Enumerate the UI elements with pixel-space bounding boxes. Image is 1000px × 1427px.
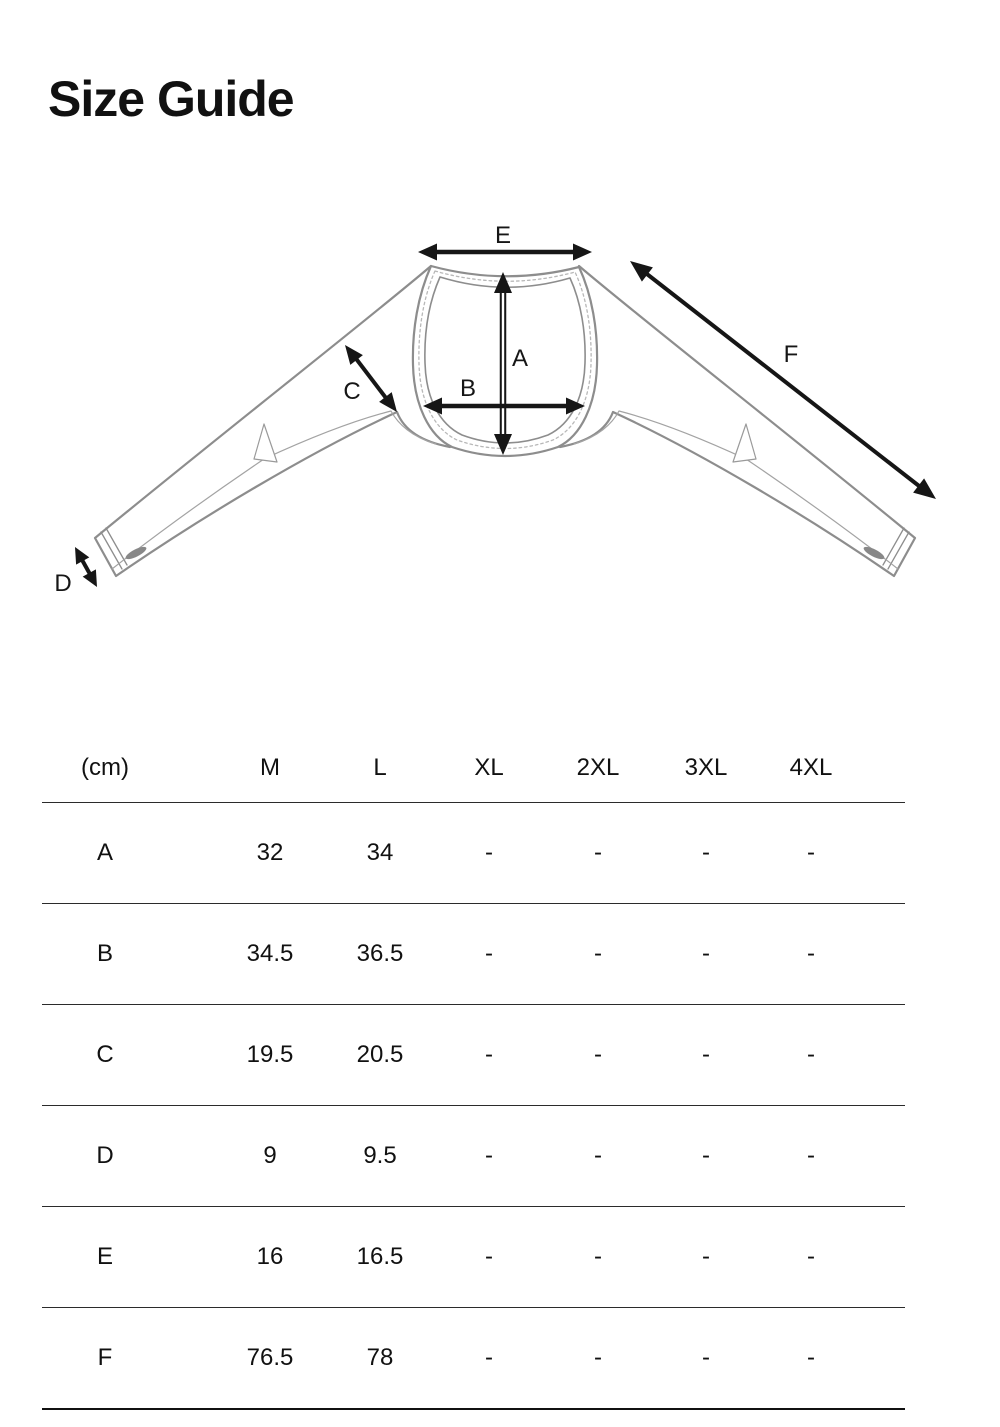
row-label: C — [96, 1041, 114, 1068]
right-cuff-band — [883, 528, 909, 569]
right-sleeve-outline — [560, 266, 915, 576]
cell-value: 9 — [263, 1142, 277, 1169]
cell-value: - — [594, 1041, 602, 1068]
table-row — [42, 1005, 905, 1106]
row-label: B — [96, 940, 114, 967]
table-row — [42, 1207, 905, 1308]
arrow-d — [75, 547, 97, 587]
table-row — [42, 1106, 905, 1207]
cell-value: 16 — [256, 1243, 284, 1270]
cell-value: - — [594, 1142, 602, 1169]
cell-value: - — [807, 1243, 815, 1270]
page-title: Size Guide — [48, 71, 294, 127]
measurement-arrows — [75, 244, 936, 588]
cell-value: - — [807, 839, 815, 866]
row-label: D — [96, 1142, 114, 1169]
left-sleeve-outline — [95, 266, 450, 576]
cell-value: - — [702, 1344, 710, 1371]
size-table — [42, 733, 905, 1410]
column-header-4xl: 4XL — [789, 753, 833, 781]
cell-value: - — [807, 1344, 815, 1371]
cell-value: - — [702, 940, 710, 967]
cell-value: - — [485, 1344, 493, 1371]
left-dart — [254, 424, 277, 462]
column-header-m: M — [260, 753, 280, 781]
row-label: F — [97, 1344, 113, 1371]
left-cuff-band — [101, 528, 127, 569]
cell-value: 78 — [366, 1344, 394, 1371]
size-table-header-row — [42, 733, 905, 803]
column-header-xl: XL — [474, 753, 504, 781]
table-row — [42, 1308, 905, 1410]
cell-value: - — [807, 1142, 815, 1169]
right-cuff-detail — [862, 545, 886, 562]
cell-value: - — [485, 839, 493, 866]
cell-value: - — [702, 1142, 710, 1169]
row-label: E — [96, 1243, 114, 1270]
table-row — [42, 803, 905, 904]
cell-value: - — [594, 1344, 602, 1371]
cell-value: 34 — [366, 839, 394, 866]
cell-value: 19.5 — [246, 1041, 294, 1068]
cell-value: 36.5 — [356, 940, 404, 967]
cell-value: 9.5 — [363, 1142, 397, 1169]
cell-value: - — [485, 1243, 493, 1270]
right-dart — [733, 424, 756, 462]
arrow-f — [630, 261, 936, 499]
label-f: F — [783, 341, 799, 368]
column-header-2xl: 2XL — [576, 753, 620, 781]
left-cuff-detail — [124, 545, 148, 562]
garment-measurement-diagram — [0, 0, 1000, 660]
cell-value: - — [807, 940, 815, 967]
cell-value: - — [594, 940, 602, 967]
label-c: C — [343, 378, 361, 405]
cell-value: - — [485, 940, 493, 967]
cell-value: 20.5 — [356, 1041, 404, 1068]
table-row — [42, 904, 905, 1005]
cell-value: - — [702, 1243, 710, 1270]
row-label: A — [96, 839, 114, 866]
unit-header: (cm) — [81, 753, 129, 781]
label-d: D — [54, 570, 72, 597]
cell-value: 16.5 — [356, 1243, 404, 1270]
cell-value: 32 — [256, 839, 284, 866]
cell-value: - — [485, 1041, 493, 1068]
cell-value: - — [594, 1243, 602, 1270]
cell-value: - — [702, 839, 710, 866]
column-header-3xl: 3XL — [684, 753, 728, 781]
column-header-l: L — [373, 753, 387, 781]
cell-value: - — [485, 1142, 493, 1169]
cell-value: - — [594, 839, 602, 866]
cell-value: 76.5 — [246, 1344, 294, 1371]
cell-value: 34.5 — [246, 940, 294, 967]
label-a: A — [512, 345, 529, 372]
cell-value: - — [702, 1041, 710, 1068]
label-e: E — [494, 222, 512, 249]
cell-value: - — [807, 1041, 815, 1068]
label-b: B — [459, 375, 477, 402]
